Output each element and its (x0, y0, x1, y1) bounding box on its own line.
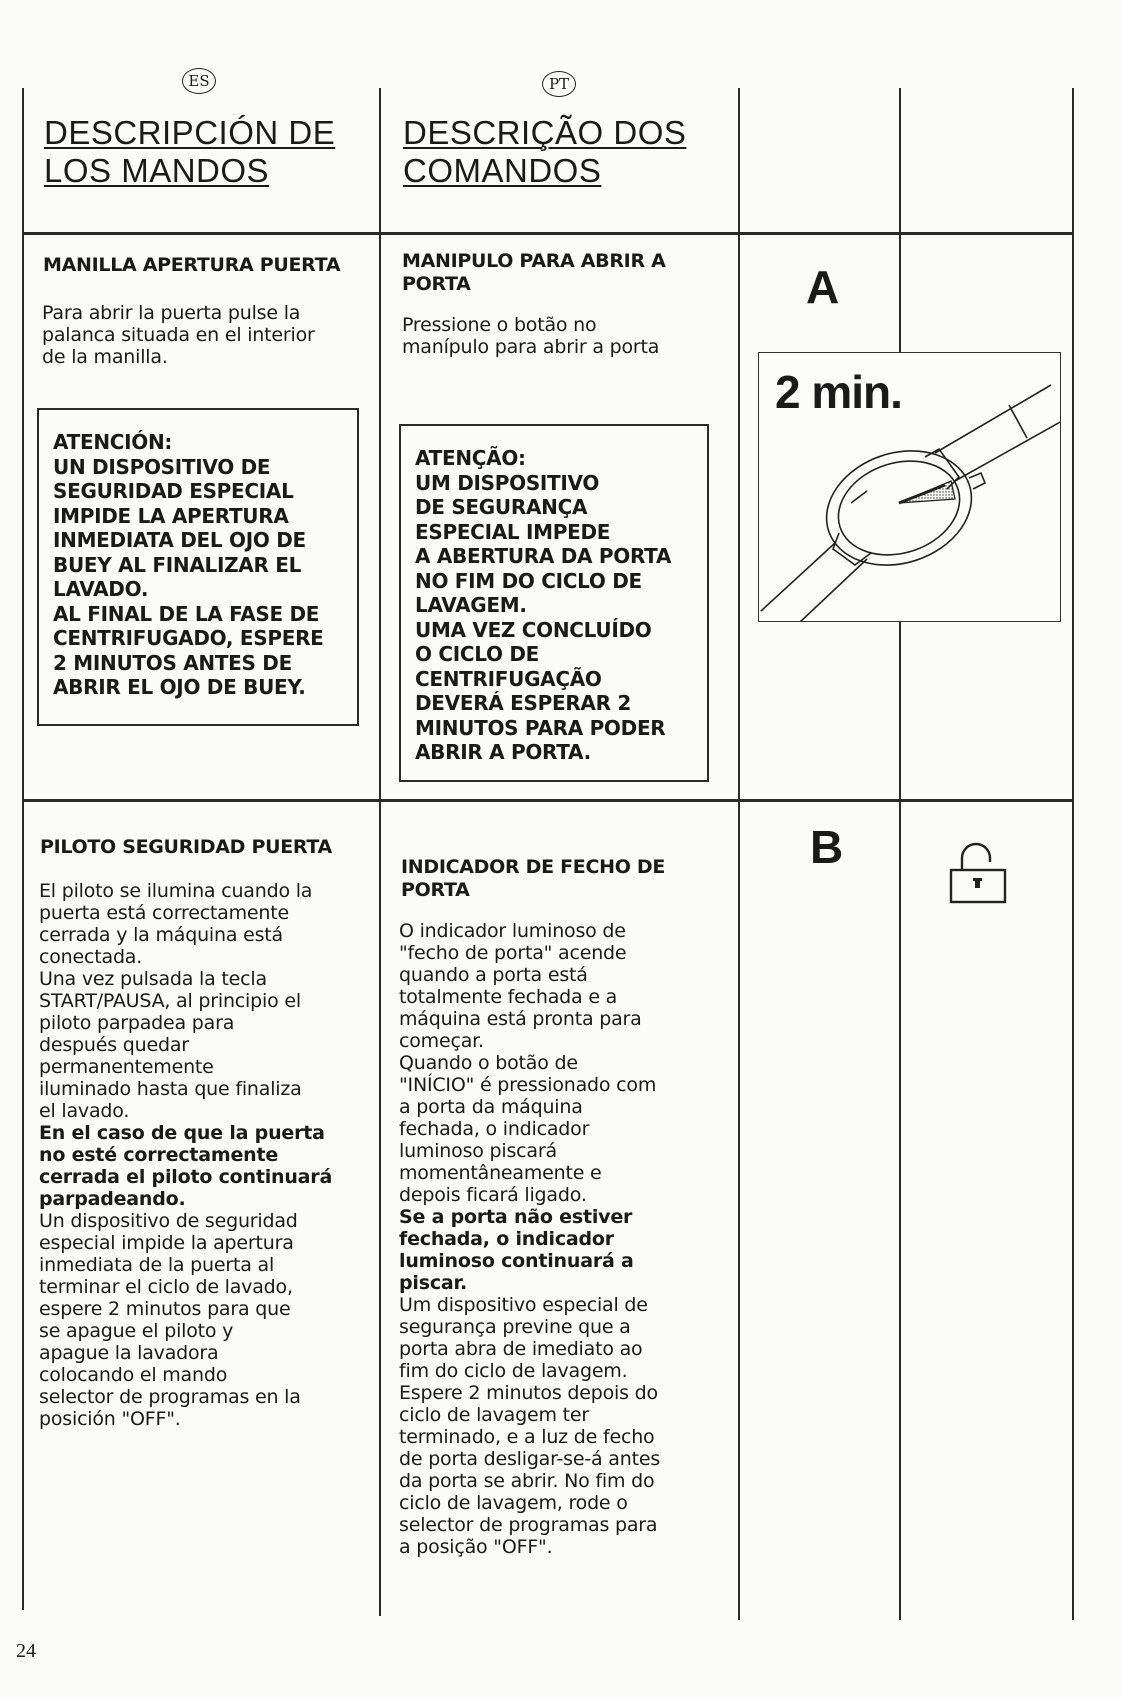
paragraph-bold: En el caso de que la puerta no esté correctamente cerrada el piloto continuará parpadeando. (39, 1122, 333, 1210)
language-badge-es: ES (182, 68, 216, 94)
paragraph: O indicador luminoso de "fecho de porta" acende quando a porta está totalmente fechada e a máquina está pronta para começar. Quando o botão de "INÍCIO" é pressionado com a porta da máquina fechada, o indicador luminoso piscará momentâneamente e depois ficará ligado. (399, 920, 657, 1206)
section-heading-es-b: PILOTO SEGURIDAD PUERTA (40, 836, 332, 858)
title-line: DESCRIÇÃO DOS (403, 114, 687, 151)
padlock-open-icon (946, 838, 1010, 908)
paragraph: Um dispositivo especial de segurança previne que a porta abra de imediato ao fim do ciclo de lavagem. Espere 2 minutos depois do ciclo de lavagem ter terminado, e a luz de fecho de porta desligar-se-á antes da porta se abrir. No fim do ciclo de lavagem, rode o selector de programas para a posição "OFF". (399, 1294, 661, 1558)
page-title-es (44, 114, 335, 190)
page-number: 24 (16, 1640, 36, 1662)
row-divider-sections (24, 799, 1074, 802)
paragraph: El piloto se ilumina cuando la puerta está correctamente cerrada y la máquina está conectada. Una vez pulsada la tecla START/PAUSA, al principio el piloto parpadea para después quedar permanentemente iluminado hasta que finaliza el lavado. (39, 880, 313, 1122)
column-divider-left (22, 88, 24, 1610)
timer-label: 2 min. (775, 366, 902, 418)
watch-illustration (758, 352, 1061, 622)
warning-box-pt: ATENÇÃO: UM DISPOSITIVO DE SEGURANÇA ESPECIAL IMPEDE A ABERTURA DA PORTA NO FIM DO CICLO DE LAVAGEM. UMA VEZ CONCLUÍDO O CICLO DE CENTRIFUGAÇÃO DEVERÁ ESPERAR 2 MINUTOS PARA PODER ABRIR A PORTA. (399, 424, 709, 782)
paragraph: Un dispositivo de seguridad especial impide la apertura inmediata de la puerta al terminar el ciclo de lavado, espere 2 minutos para que se apague el piloto y apague la lavadora colocando el mando selector de programas en la posición "OFF". (39, 1210, 301, 1430)
column-divider-es-pt (379, 88, 381, 1616)
section-body-es-b (39, 880, 375, 1430)
section-heading-es-a: MANILLA APERTURA PUERTA (43, 254, 341, 276)
section-body-pt-a: Pressione o botão no manípulo para abrir a porta (402, 314, 660, 358)
title-line: DESCRIPCIÓN DE (44, 114, 336, 151)
language-badge-pt: PT (542, 71, 576, 97)
section-body-es-a: Para abrir la puerta pulse la palanca situada en el interior de la manilla. (42, 302, 315, 368)
figure-label-a: A (806, 261, 840, 313)
paragraph-bold: Se a porta não estiver fechada, o indicador luminoso continuará a piscar. (399, 1206, 634, 1294)
title-line: COMANDOS (403, 152, 602, 189)
title-line: LOS MANDOS (44, 152, 270, 189)
column-divider-pt-figure (738, 88, 740, 1620)
column-divider-figure-icon (899, 88, 901, 1620)
column-divider-right (1072, 88, 1074, 1620)
row-divider-header (24, 232, 1074, 235)
figure-label-b: B (810, 821, 844, 873)
warning-box-es: ATENCIÓN: UN DISPOSITIVO DE SEGURIDAD ESPECIAL IMPIDE LA APERTURA INMEDIATA DEL OJO DE BUEY AL FINALIZAR EL LAVADO. AL FINAL DE LA FASE DE CENTRIFUGADO, ESPERE 2 MINUTOS ANTES DE ABRIR EL OJO DE BUEY. (37, 408, 359, 726)
section-heading-pt-a: MANIPULO PARA ABRIR A PORTA (402, 250, 666, 295)
section-body-pt-b (399, 920, 735, 1558)
page-title-pt (403, 114, 686, 190)
section-heading-pt-b: INDICADOR DE FECHO DE PORTA (401, 856, 666, 901)
